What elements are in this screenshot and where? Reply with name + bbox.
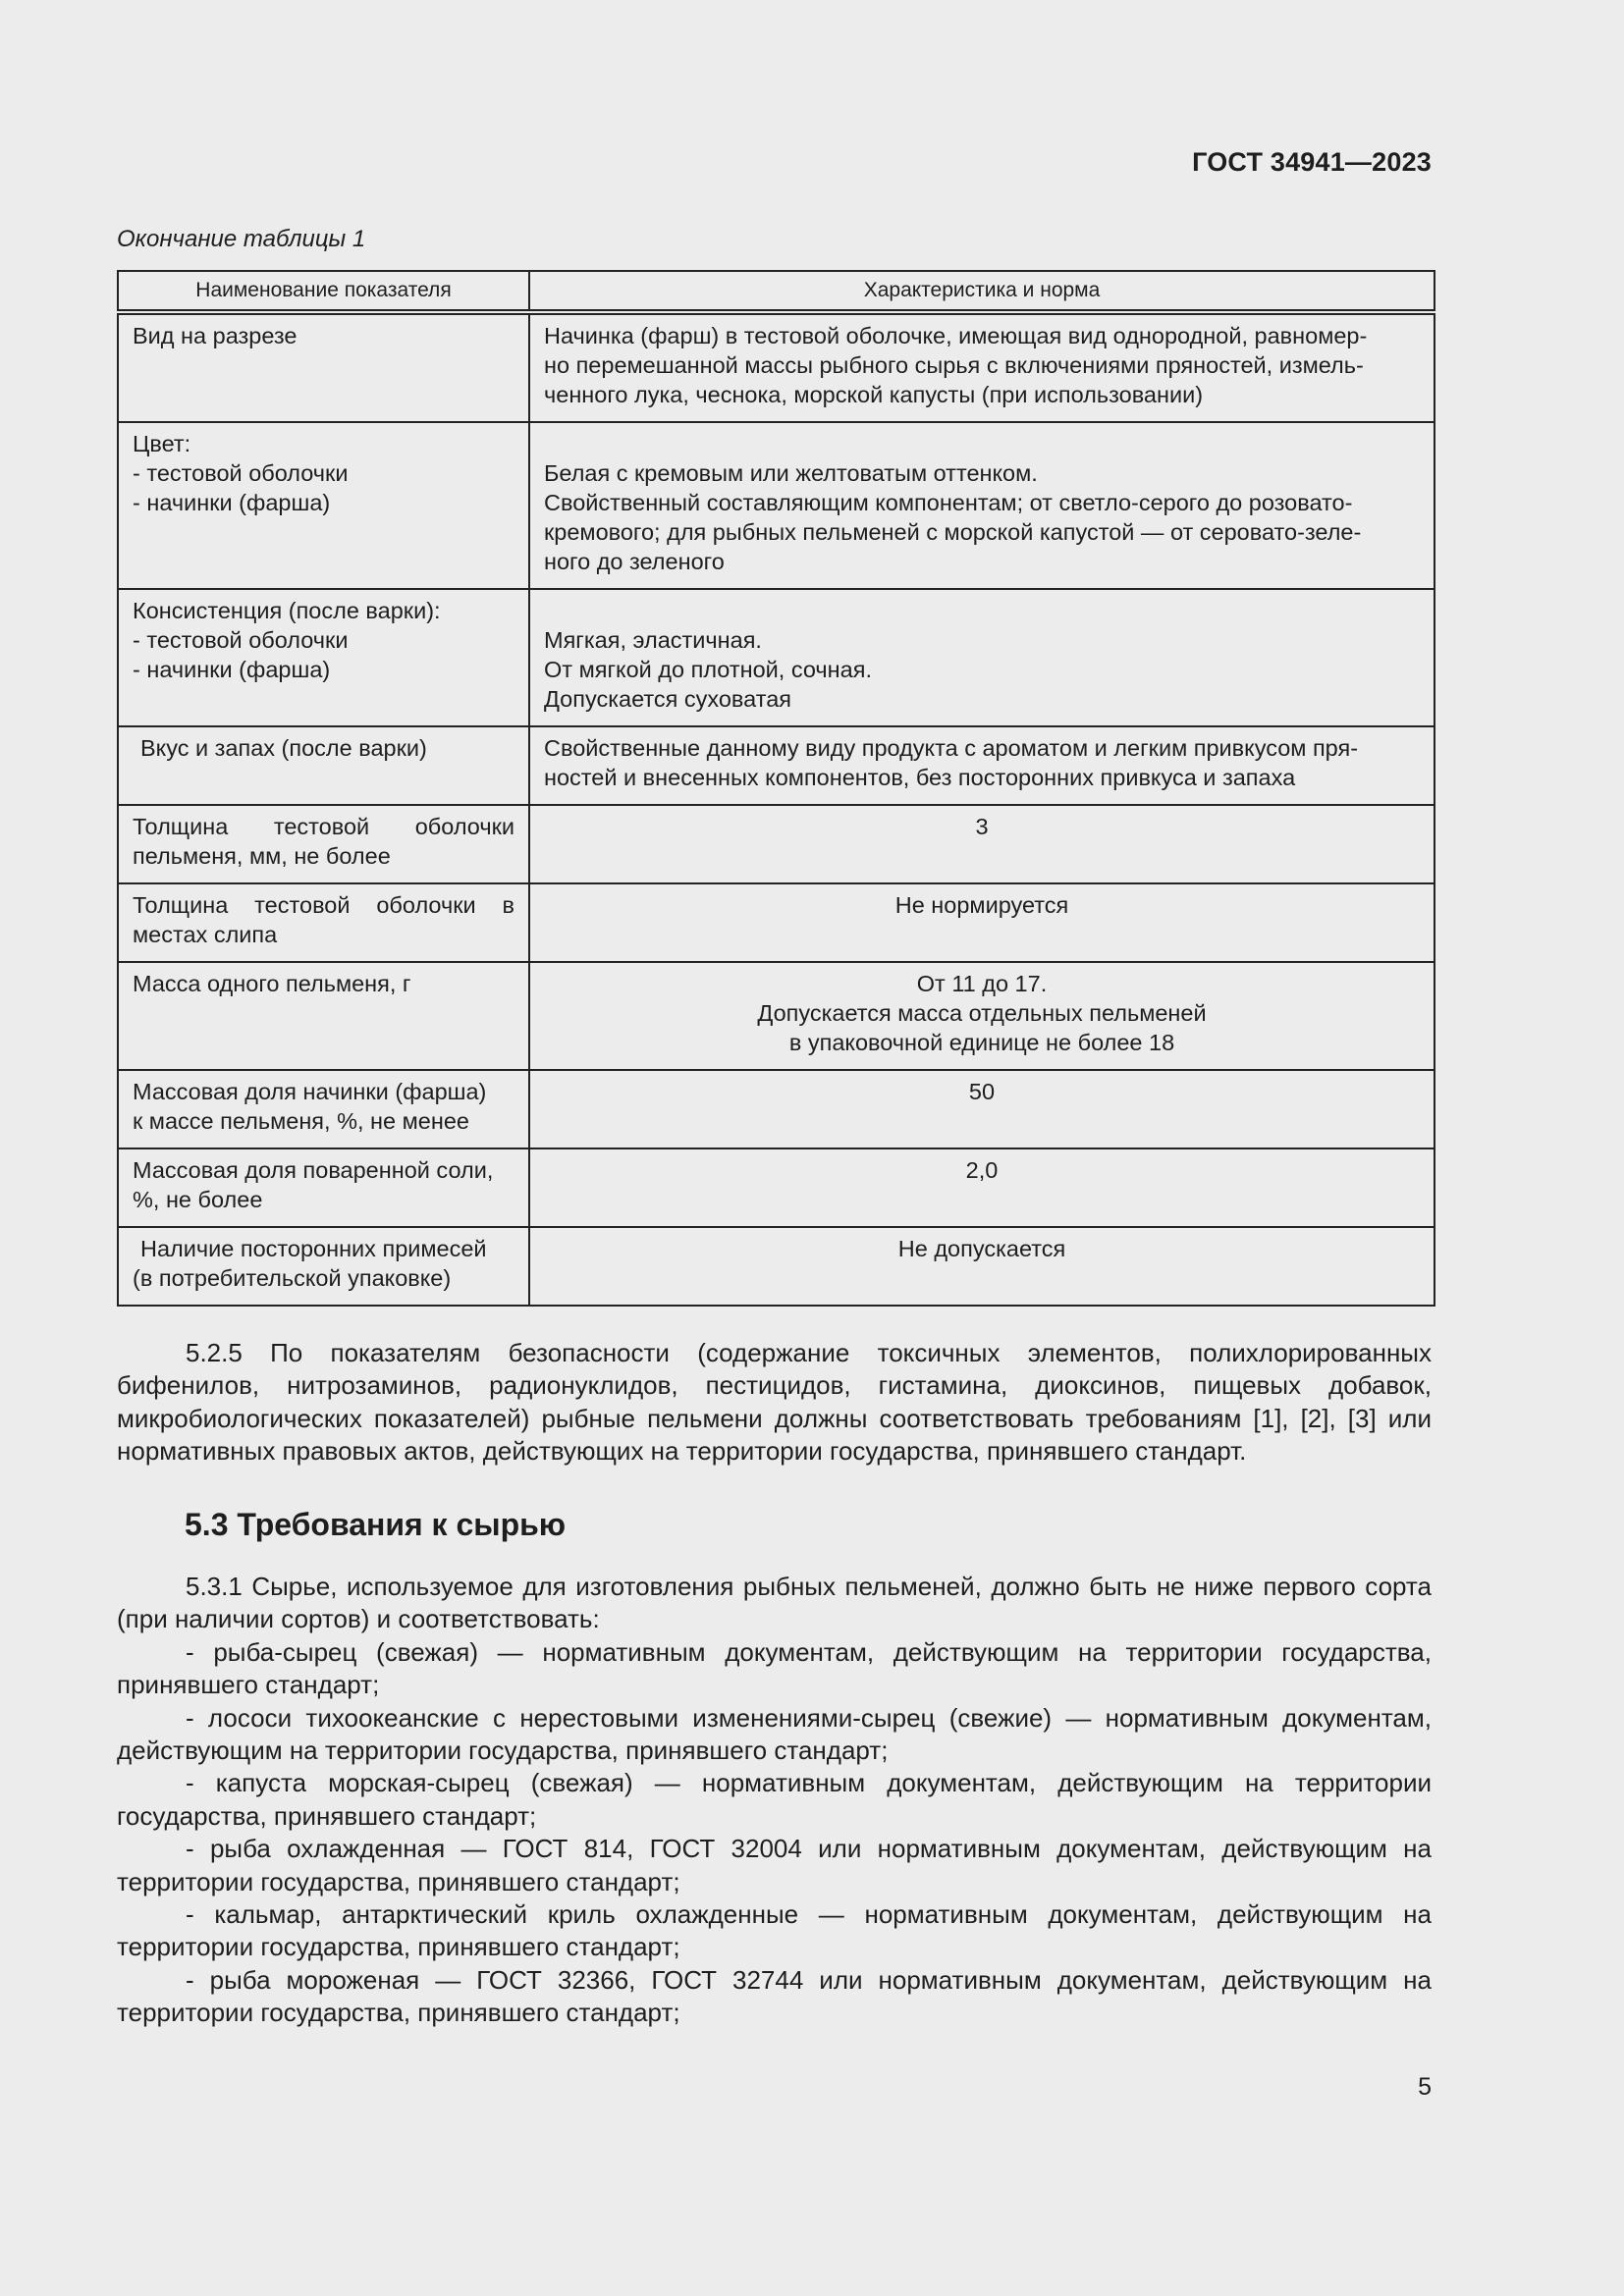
indicator-line: (в потребительской упаковке) — [133, 1265, 452, 1291]
table-row — [118, 1070, 1435, 1148]
column-header-norm: Характеристика и норма — [529, 271, 1435, 312]
indicator-line: Цвет: — [133, 431, 191, 456]
table-row — [118, 422, 1435, 589]
list-item: - рыба охлажденная — ГОСТ 814, ГОСТ 32004 или нормативным документам, действующим на территории государства, принявшего стандарт; — [117, 1834, 1432, 1896]
table-row — [118, 589, 1435, 726]
table-row — [118, 1148, 1435, 1227]
indicator-line: %, не более — [133, 1187, 263, 1212]
norm-line: Белая с кремовым или желтоватым оттенком. — [544, 460, 1038, 486]
indicator-cell — [118, 805, 529, 883]
norm-line: в упаковочной единице не более 18 — [788, 1030, 1175, 1055]
norm-line: От мягкой до плотной, сочная. — [544, 657, 872, 682]
indicator-line: Вид на разрезе — [133, 323, 298, 348]
list-item: - рыба мороженая — ГОСТ 32366, ГОСТ 32744 или нормативным документам, действующим на территории государства, принявшего стандарт; — [117, 1964, 1432, 2028]
table-row — [118, 726, 1435, 805]
norm-cell — [529, 805, 1435, 883]
indicator-line: местах слипа — [133, 922, 278, 947]
list-item: - лососи тихоокеанские с нерестовыми изменениями-сырец (свежие) — нормативным документам, действующим на территории государства, принявшего стандарт; — [117, 1702, 1432, 1766]
indicator-cell — [118, 1227, 529, 1306]
norm-line: ного до зеленого — [544, 549, 725, 574]
norm-line: Начинка (фарш) в тестовой оболочке, имеющая вид однородной, равномер- — [544, 323, 1368, 348]
indicator-line: - начинки (фарша) — [133, 657, 331, 682]
norm-line: От 11 до 17. — [916, 971, 1048, 996]
norm-cell — [529, 422, 1435, 589]
indicator-cell — [118, 1148, 529, 1227]
spec-table — [117, 270, 1435, 1307]
list-item: - капуста морская-сырец (свежая) — нормативным документам, действующим на территории государства, принявшего стандарт; — [117, 1768, 1432, 1831]
norm-cell — [529, 883, 1435, 962]
indicator-line: Массовая доля начинки (фарша) — [133, 1079, 487, 1104]
norm-cell — [529, 726, 1435, 805]
norm-line: но перемешанной массы рыбного сырья с включениями пряностей, измель- — [544, 352, 1364, 378]
page-number: 5 — [1418, 2073, 1432, 2101]
indicator-line: Толщина тестовой оболочки — [133, 814, 514, 839]
indicator-line: Вкус и запах (после варки) — [140, 735, 427, 761]
indicator-line: Наличие посторонних примесей — [140, 1236, 487, 1261]
norm-value: Не допускается — [897, 1236, 1066, 1261]
indicator-line: - тестовой оболочки — [133, 460, 349, 486]
section-title: 5.3 Требования к сырью — [185, 1507, 567, 1542]
norm-line: кремового; для рыбных пельменей с морской капустой — от серовато-зеле- — [544, 519, 1362, 545]
norm-line: ностей и внесенных компонентов, без посторонних привкуса и запаха — [544, 765, 1296, 790]
norm-value: 3 — [975, 814, 989, 839]
document-id-header: ГОСТ 34941—2023 — [1192, 147, 1432, 177]
indicator-cell — [118, 726, 529, 805]
norm-line: ченного лука, чеснока, морской капусты (при использовании) — [544, 382, 1204, 407]
indicator-cell — [118, 312, 529, 422]
norm-value: Не нормируется — [894, 892, 1069, 918]
raw-material-requirements — [117, 1571, 1432, 2030]
indicator-line: к массе пельменя, %, не менее — [133, 1108, 469, 1134]
norm-value: 50 — [968, 1079, 996, 1104]
norm-line: Допускается масса отдельных пельменей — [757, 1000, 1207, 1026]
indicator-cell — [118, 883, 529, 962]
norm-cell — [529, 1148, 1435, 1227]
column-header-indicator: Наименование показателя — [118, 271, 529, 312]
norm-cell — [529, 962, 1435, 1070]
norm-value: 2,0 — [965, 1157, 999, 1183]
indicator-cell — [118, 422, 529, 589]
table-caption: Окончание таблицы 1 — [117, 226, 366, 252]
table-row — [118, 962, 1435, 1070]
indicator-line: Массовая доля поваренной соли, — [133, 1157, 494, 1183]
indicator-cell — [118, 962, 529, 1070]
paragraph-5-2-5: 5.2.5 По показателям безопасности (содержание токсичных элементов, полихлорированных бифенилов, нитрозаминов, радионуклидов, пестицидов, гистамина, диоксинов, пищевых добавок, микробиологических показателей) рыбные пельмени должны соответствовать требованиям [1], [2], [3] или нормативных правовых актов, действующих на территории государства, принявшего стандарт. — [117, 1338, 1432, 1467]
table-row — [118, 883, 1435, 962]
norm-line: Мягкая, эластичная. — [544, 627, 762, 653]
indicator-line: Консистенция (после варки): — [133, 598, 441, 623]
norm-cell — [529, 589, 1435, 726]
table-row — [118, 312, 1435, 422]
indicator-line: - тестовой оболочки — [133, 627, 349, 653]
list-item: - кальмар, антарктический криль охлажденные — нормативным документам, действующим на территории государства, принявшего стандарт; — [117, 1899, 1432, 1962]
indicator-cell — [118, 589, 529, 726]
list-item: - рыба-сырец (свежая) — нормативным документам, действующим на территории государства, принявшего стандарт; — [117, 1636, 1432, 1700]
paragraph-5-3-1: 5.3.1 Сырье, используемое для изготовления рыбных пельменей, должно быть не ниже первого сорта (при наличии сортов) и соответствовать: — [117, 1572, 1432, 1634]
norm-line: Свойственный составляющим компонентам; от светло-серого до розовато- — [544, 490, 1353, 515]
norm-line: Допускается суховатая — [544, 686, 791, 712]
table-row — [118, 805, 1435, 883]
norm-cell — [529, 1070, 1435, 1148]
indicator-line: пельменя, мм, не более — [133, 843, 391, 869]
table-row — [118, 1227, 1435, 1306]
norm-cell — [529, 1227, 1435, 1306]
indicator-cell — [118, 1070, 529, 1148]
norm-line: Свойственные данному виду продукта с ароматом и легким привкусом пря- — [544, 735, 1359, 761]
norm-cell — [529, 312, 1435, 422]
indicator-line: Масса одного пельменя, г — [133, 971, 411, 996]
table-header-row — [118, 271, 1435, 312]
indicator-line: Толщина тестовой оболочки в — [133, 892, 514, 918]
indicator-line: - начинки (фарша) — [133, 490, 331, 515]
